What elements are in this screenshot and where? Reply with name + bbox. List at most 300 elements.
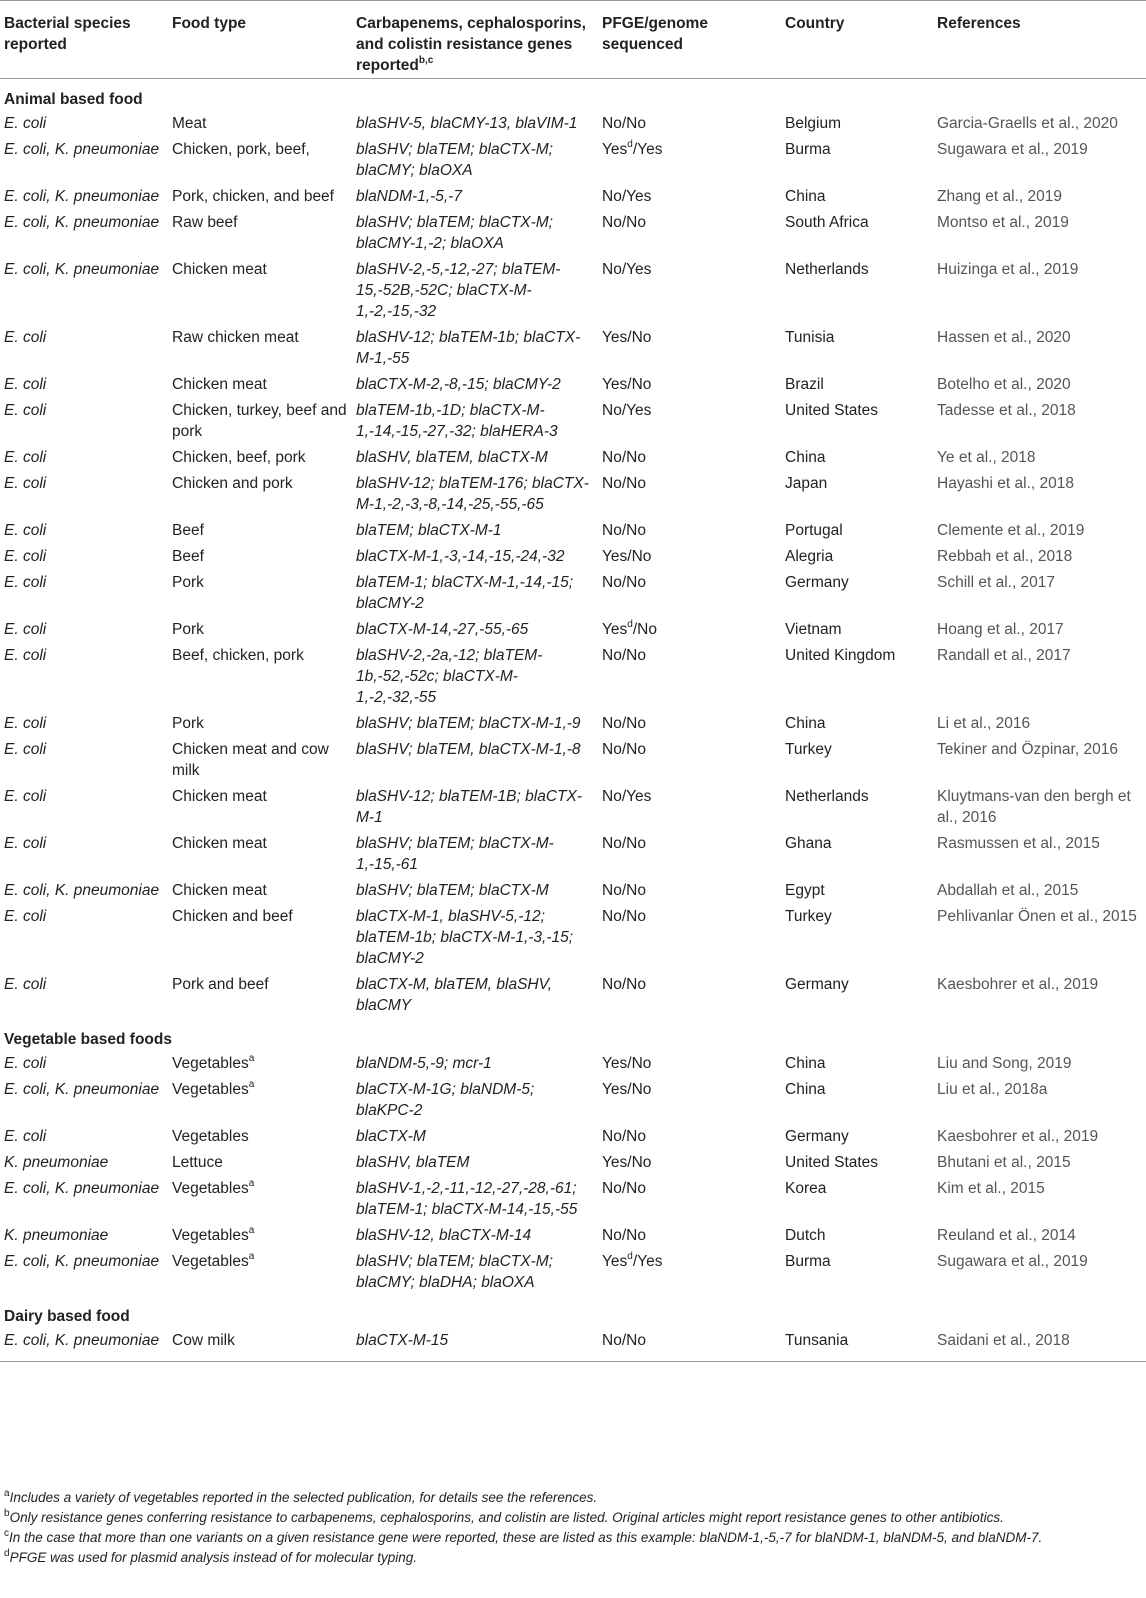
- cell-genes: blaSHV-12; blaTEM-1b; blaCTX-M-1,-55: [356, 329, 581, 367]
- cell-pfge: [598, 257, 781, 325]
- cell-pfge: [598, 831, 781, 878]
- header-country: [781, 1, 933, 79]
- pfge-text: No/No: [602, 1227, 646, 1244]
- table-body: [0, 79, 1146, 1362]
- cell-reference-link[interactable]: Sugawara et al., 2019: [937, 1253, 1088, 1270]
- cell-genes: blaSHV, blaTEM, blaCTX-M: [356, 449, 548, 466]
- cell-pfge: [598, 1150, 781, 1176]
- cell-country: Belgium: [785, 115, 841, 132]
- food-type-text: Beef, chicken, pork: [172, 647, 304, 664]
- cell-food-type: [168, 1223, 352, 1249]
- cell-food-type: [168, 544, 352, 570]
- cell-species: E. coli: [4, 522, 47, 539]
- cell-reference-link[interactable]: Zhang et al., 2019: [937, 188, 1062, 205]
- food-type-text: Vegetables: [172, 1253, 249, 1270]
- cell-food-type: [168, 398, 352, 445]
- cell-genes: blaNDM-5,-9; mcr-1: [356, 1055, 492, 1072]
- cell-genes: blaTEM; blaCTX-M-1: [356, 522, 502, 539]
- cell-country: Korea: [785, 1180, 827, 1197]
- cell-species: E. coli: [4, 376, 47, 393]
- cell-food-type: [168, 1051, 352, 1077]
- table-row: [0, 184, 1146, 210]
- pfge-text: No/No: [602, 574, 646, 591]
- cell-reference-link[interactable]: Ye et al., 2018: [937, 449, 1036, 466]
- cell-pfge: [598, 445, 781, 471]
- header-pfge: [598, 1, 781, 79]
- cell-species: E. coli, K. pneumoniae: [4, 1180, 160, 1197]
- cell-country: Brazil: [785, 376, 824, 393]
- footnote-marker: d: [627, 618, 633, 630]
- cell-reference-link[interactable]: Tekiner and Özpinar, 2016: [937, 741, 1118, 758]
- pfge-text: No/No: [602, 976, 646, 993]
- cell-species: E. coli, K. pneumoniae: [4, 214, 160, 231]
- cell-food-type: [168, 784, 352, 831]
- cell-species: E. coli, K. pneumoniae: [0, 1328, 168, 1362]
- cell-genes: blaSHV; blaTEM; blaCTX-M-1,-15,-61: [356, 835, 554, 873]
- cell-food-type: [168, 137, 352, 184]
- cell-species: E. coli: [4, 548, 47, 565]
- table-row: [0, 471, 1146, 518]
- cell-country: Portugal: [785, 522, 843, 539]
- table-row: [0, 570, 1146, 617]
- cell-country: Japan: [785, 475, 828, 492]
- food-type-text: Vegetables: [172, 1055, 249, 1072]
- footnote-text: Includes a variety of vegetables reported in the selected publication, for details see the references.: [9, 1490, 598, 1505]
- table-row: [0, 544, 1146, 570]
- cell-food-type: [168, 643, 352, 711]
- cell-reference-link[interactable]: Kluytmans-van den bergh et al., 2016: [937, 788, 1131, 826]
- cell-genes: blaSHV, blaTEM: [356, 1154, 470, 1171]
- table-row: [0, 711, 1146, 737]
- cell-country: Ghana: [785, 835, 832, 852]
- header-label: References: [937, 15, 1021, 32]
- cell-species: E. coli, K. pneumoniae: [4, 261, 160, 278]
- cell-country: China: [785, 1055, 826, 1072]
- footnote-marker: a: [4, 1487, 10, 1499]
- cell-species: K. pneumoniae: [4, 1227, 109, 1244]
- cell-country: Tunisia: [785, 329, 835, 346]
- header-food-type: [168, 1, 352, 79]
- cell-genes: blaCTX-M, blaTEM, blaSHV, blaCMY: [356, 976, 553, 1014]
- pfge-text: Yes/No: [602, 329, 652, 346]
- table-footnotes: [4, 1488, 1144, 1568]
- cell-food-type: [168, 711, 352, 737]
- table-row: [0, 1249, 1146, 1296]
- cell-reference-link[interactable]: Rasmussen et al., 2015: [937, 835, 1100, 852]
- pfge-text: No/No: [602, 1128, 646, 1145]
- cell-food-type: [168, 1176, 352, 1223]
- cell-food-type: [168, 445, 352, 471]
- cell-reference-link[interactable]: Hassen et al., 2020: [937, 329, 1071, 346]
- cell-pfge: [598, 544, 781, 570]
- cell-country: Dutch: [785, 1227, 826, 1244]
- cell-reference-link[interactable]: Botelho et al., 2020: [937, 376, 1071, 393]
- cell-pfge: [598, 471, 781, 518]
- cell-pfge: [598, 904, 781, 972]
- cell-pfge: [598, 1223, 781, 1249]
- footnote-marker: b: [4, 1507, 10, 1519]
- cell-species: E. coli: [4, 835, 47, 852]
- food-type-text: Pork: [172, 715, 204, 732]
- table-row: [0, 1077, 1146, 1124]
- pfge-text: No/No: [602, 475, 646, 492]
- cell-species: E. coli: [4, 621, 47, 638]
- cell-food-type: [168, 831, 352, 878]
- footnote-marker: a: [248, 1052, 255, 1064]
- table-row: [0, 398, 1146, 445]
- cell-country: Tunsania: [781, 1328, 933, 1362]
- cell-food-type: [168, 518, 352, 544]
- pfge-text: Yes: [602, 141, 628, 158]
- cell-species: E. coli: [4, 908, 47, 925]
- cell-country: China: [785, 715, 826, 732]
- pfge-text: No/No: [602, 1332, 646, 1349]
- footnote-marker: a: [248, 1250, 255, 1262]
- cell-genes: blaSHV-1,-2,-11,-12,-27,-28,-61; blaTEM-1; blaCTX-M-14,-15,-55: [356, 1180, 578, 1218]
- cell-reference-link[interactable]: Randall et al., 2017: [937, 647, 1071, 664]
- table-row: [0, 1051, 1146, 1077]
- cell-genes: blaSHV-5, blaCMY-13, blaVIM-1: [356, 115, 578, 132]
- pfge-text: No/No: [602, 1180, 646, 1197]
- cell-genes: blaSHV; blaTEM, blaCTX-M-1,-8: [356, 741, 581, 758]
- cell-pfge: [598, 878, 781, 904]
- cell-pfge: [598, 1176, 781, 1223]
- cell-genes: blaTEM-1; blaCTX-M-1,-14,-15; blaCMY-2: [356, 574, 574, 612]
- cell-food-type: [168, 111, 352, 137]
- cell-genes: blaSHV; blaTEM; blaCTX-M; blaCMY; blaOXA: [356, 141, 553, 179]
- cell-genes: blaSHV; blaTEM; blaCTX-M; blaCMY-1,-2; blaOXA: [356, 214, 553, 252]
- cell-food-type: [168, 737, 352, 784]
- table-row: [0, 1176, 1146, 1223]
- cell-reference-link[interactable]: Kaesbohrer et al., 2019: [937, 976, 1099, 993]
- pfge-text: Yes/No: [602, 376, 652, 393]
- cell-food-type: [168, 184, 352, 210]
- footnote: [4, 1548, 1144, 1568]
- pfge-text: No/No: [602, 715, 646, 732]
- cell-pfge: [598, 210, 781, 257]
- section-header-row: [0, 1296, 1146, 1328]
- cell-pfge: [598, 111, 781, 137]
- food-type-text: Meat: [172, 115, 207, 132]
- section-header-row: [0, 79, 1146, 112]
- food-type-text: Raw chicken meat: [172, 329, 299, 346]
- table-row: [0, 1124, 1146, 1150]
- cell-species: E. coli: [4, 647, 47, 664]
- pfge-text: Yes: [602, 621, 628, 638]
- cell-food-type: [168, 210, 352, 257]
- food-type-text: Vegetables: [172, 1128, 249, 1145]
- cell-pfge: [598, 1249, 781, 1296]
- cell-species: E. coli, K. pneumoniae: [4, 188, 160, 205]
- table-row: [0, 904, 1146, 972]
- cell-species: E. coli: [4, 1128, 47, 1145]
- footnote-marker: d: [627, 1250, 633, 1262]
- food-type-text: Chicken meat: [172, 882, 267, 899]
- food-type-text: Chicken meat: [172, 376, 267, 393]
- cell-genes: blaCTX-M-1,-3,-14,-15,-24,-32: [356, 548, 565, 565]
- table-row: [0, 784, 1146, 831]
- cell-country: Burma: [785, 141, 831, 158]
- cell-food-type: [168, 1249, 352, 1296]
- cell-species: E. coli: [4, 741, 47, 758]
- food-type-text: Chicken meat: [172, 788, 267, 805]
- pfge-text: Yes/No: [602, 548, 652, 565]
- header-species: [0, 1, 168, 79]
- footnote-text: PFGE was used for plasmid analysis instead of for molecular typing.: [9, 1550, 417, 1565]
- footnote-marker: a: [248, 1078, 255, 1090]
- cell-pfge: [598, 518, 781, 544]
- cell-species: K. pneumoniae: [4, 1154, 109, 1171]
- cell-country: China: [785, 1081, 826, 1098]
- table-row: [0, 111, 1146, 137]
- cell-food-type: [168, 878, 352, 904]
- cell-pfge: [598, 617, 781, 643]
- cell-reference-link[interactable]: Liu et al., 2018a: [937, 1081, 1048, 1098]
- header-label: Country: [785, 15, 845, 32]
- header-label: Food type: [172, 15, 247, 32]
- cell-pfge: [598, 972, 781, 1019]
- cell-country: Netherlands: [785, 261, 869, 278]
- pfge-text: No/No: [602, 522, 646, 539]
- cell-country: Egypt: [785, 882, 825, 899]
- food-type-text: Vegetables: [172, 1180, 249, 1197]
- cell-genes: blaCTX-M-14,-27,-55,-65: [356, 621, 529, 638]
- cell-country: Alegria: [785, 548, 834, 565]
- pfge-text-rest: /Yes: [632, 1253, 663, 1270]
- food-type-text: Chicken and beef: [172, 908, 293, 925]
- cell-reference-link[interactable]: Saidani et al., 2018: [933, 1328, 1146, 1362]
- cell-food-type: [168, 372, 352, 398]
- food-type-text: Chicken, beef, pork: [172, 449, 306, 466]
- cell-reference-link[interactable]: Huizinga et al., 2019: [937, 261, 1079, 278]
- cell-genes: blaNDM-1,-5,-7: [356, 188, 462, 205]
- food-type-text: Pork, chicken, and beef: [172, 188, 334, 205]
- cell-genes: blaCTX-M-2,-8,-15; blaCMY-2: [356, 376, 561, 393]
- cell-species: E. coli: [4, 1055, 47, 1072]
- cell-food-type: [168, 617, 352, 643]
- cell-genes: blaTEM-1b,-1D; blaCTX-M-1,-14,-15,-27,-32; blaHERA-3: [356, 402, 558, 440]
- footnote-marker: c: [4, 1527, 9, 1539]
- header-label: PFGE/genome sequenced: [602, 15, 708, 53]
- table-row: [0, 1223, 1146, 1249]
- cell-pfge: [598, 184, 781, 210]
- cell-species: E. coli, K. pneumoniae: [4, 141, 160, 158]
- cell-pfge: [598, 711, 781, 737]
- cell-reference-link[interactable]: Kim et al., 2015: [937, 1180, 1045, 1197]
- table-row: [0, 257, 1146, 325]
- food-type-text: Chicken, turkey, beef and pork: [172, 402, 347, 440]
- footnote-marker: a: [248, 1177, 255, 1189]
- food-type-text: Chicken meat: [172, 261, 267, 278]
- table-row: [0, 1328, 1146, 1362]
- table-row: [0, 878, 1146, 904]
- pfge-text: No/No: [602, 741, 646, 758]
- cell-genes: blaCTX-M-1G; blaNDM-5; blaKPC-2: [356, 1081, 535, 1119]
- table-row: [0, 737, 1146, 784]
- cell-genes: blaSHV; blaTEM; blaCTX-M; blaCMY; blaDHA; blaOXA: [356, 1253, 553, 1291]
- food-type-text: Cow milk: [172, 1332, 235, 1349]
- cell-pfge: [598, 325, 781, 372]
- footnote-marker: d: [627, 138, 633, 150]
- table-row: [0, 1150, 1146, 1176]
- pfge-text: No/No: [602, 908, 646, 925]
- food-type-text: Chicken meat and cow milk: [172, 741, 329, 779]
- cell-genes: blaSHV; blaTEM; blaCTX-M: [356, 882, 549, 899]
- cell-species: E. coli: [4, 449, 47, 466]
- food-type-text: Lettuce: [172, 1154, 223, 1171]
- cell-pfge: [598, 643, 781, 711]
- cell-pfge: [598, 1077, 781, 1124]
- food-type-text: Chicken and pork: [172, 475, 293, 492]
- cell-country: Turkey: [785, 741, 832, 758]
- header-label: Carbapenems, cephalosporins, and colistin resistance genes reported: [356, 15, 586, 74]
- pfge-text-rest: /No: [632, 621, 657, 638]
- cell-species: E. coli: [4, 574, 47, 591]
- footnote-text: In the case that more than one variants on a given resistance gene were reported, these are listed as this example: blaNDM-1,-5,-7 for blaNDM-1, blaNDM-5, and blaNDM-7.: [9, 1530, 1043, 1545]
- cell-genes: blaSHV-12; blaTEM-1B; blaCTX-M-1: [356, 788, 582, 826]
- cell-food-type: [168, 972, 352, 1019]
- cell-genes: blaSHV-12; blaTEM-176; blaCTX-M-1,-2,-3,-8,-14,-25,-55,-65: [356, 475, 589, 513]
- cell-food-type: [168, 1328, 352, 1362]
- cell-reference-link[interactable]: Pehlivanlar Önen et al., 2015: [937, 908, 1137, 925]
- footnote: [4, 1508, 1144, 1528]
- food-type-text: Pork: [172, 574, 204, 591]
- table-row: [0, 617, 1146, 643]
- footnote-marker: d: [4, 1547, 10, 1559]
- cell-pfge: [598, 570, 781, 617]
- cell-reference-link[interactable]: Tadesse et al., 2018: [937, 402, 1076, 419]
- cell-pfge: [598, 1328, 781, 1362]
- pfge-text: No/No: [602, 882, 646, 899]
- cell-genes: blaSHV-12, blaCTX-M-14: [356, 1227, 532, 1244]
- food-type-text: Beef: [172, 548, 204, 565]
- section-title: Dairy based food: [4, 1308, 130, 1325]
- cell-reference-link[interactable]: Hayashi et al., 2018: [937, 475, 1075, 492]
- cell-pfge: [598, 137, 781, 184]
- cell-reference-link[interactable]: Rebbah et al., 2018: [937, 548, 1073, 565]
- cell-country: Burma: [785, 1253, 831, 1270]
- cell-genes: blaSHV-2,-5,-12,-27; blaTEM-15,-52B,-52C; blaCTX-M-1,-2,-15,-32: [356, 261, 561, 320]
- section-title: Vegetable based foods: [4, 1031, 172, 1048]
- cell-food-type: [168, 1150, 352, 1176]
- food-type-text: Vegetables: [172, 1081, 249, 1098]
- cell-country: China: [785, 188, 826, 205]
- cell-species: E. coli: [4, 976, 47, 993]
- pfge-text: No/Yes: [602, 402, 652, 419]
- cell-reference-link[interactable]: Hoang et al., 2017: [937, 621, 1064, 638]
- cell-food-type: [168, 1124, 352, 1150]
- cell-reference-link[interactable]: Garcia-Graells et al., 2020: [937, 115, 1118, 132]
- cell-pfge: [598, 737, 781, 784]
- cell-reference-link[interactable]: Montso et al., 2019: [937, 214, 1069, 231]
- pfge-text: No/Yes: [602, 788, 652, 805]
- cell-genes: blaCTX-M: [356, 1128, 426, 1145]
- table-row: [0, 210, 1146, 257]
- cell-food-type: [168, 325, 352, 372]
- cell-pfge: [598, 1051, 781, 1077]
- cell-reference-link[interactable]: Clemente et al., 2019: [937, 522, 1085, 539]
- cell-species: E. coli: [4, 788, 47, 805]
- cell-country: China: [785, 449, 826, 466]
- section-header-row: [0, 1019, 1146, 1051]
- cell-reference-link[interactable]: Schill et al., 2017: [937, 574, 1056, 591]
- pfge-text: Yes/No: [602, 1081, 652, 1098]
- table-row: [0, 372, 1146, 398]
- footnote-marker: b,c: [418, 54, 434, 66]
- cell-reference-link[interactable]: Li et al., 2016: [937, 715, 1031, 732]
- footnote: [4, 1528, 1144, 1548]
- pfge-text: Yes: [602, 1253, 628, 1270]
- pfge-text: No/No: [602, 449, 646, 466]
- table-row: [0, 137, 1146, 184]
- cell-country: Germany: [785, 574, 849, 591]
- table-row: [0, 831, 1146, 878]
- pfge-text-rest: /Yes: [632, 141, 663, 158]
- food-type-text: Raw beef: [172, 214, 238, 231]
- cell-food-type: [168, 257, 352, 325]
- food-type-text: Beef: [172, 522, 204, 539]
- footnote: [4, 1488, 1144, 1508]
- pfge-text: No/No: [602, 115, 646, 132]
- cell-species: E. coli: [4, 475, 47, 492]
- cell-food-type: [168, 904, 352, 972]
- table-row: [0, 972, 1146, 1019]
- header-genes: [352, 1, 598, 79]
- cell-country: United Kingdom: [785, 647, 896, 664]
- cell-reference-link[interactable]: Reuland et al., 2014: [937, 1227, 1076, 1244]
- cell-species: E. coli, K. pneumoniae: [4, 882, 160, 899]
- food-type-text: Pork and beef: [172, 976, 269, 993]
- cell-pfge: [598, 1124, 781, 1150]
- pfge-text: No/No: [602, 647, 646, 664]
- cell-species: E. coli, K. pneumoniae: [4, 1253, 160, 1270]
- table-row: [0, 325, 1146, 372]
- cell-reference-link[interactable]: Kaesbohrer et al., 2019: [937, 1128, 1099, 1145]
- cell-country: South Africa: [785, 214, 869, 231]
- cell-genes: blaSHV; blaTEM; blaCTX-M-1,-9: [356, 715, 581, 732]
- table-row: [0, 518, 1146, 544]
- food-type-text: Pork: [172, 621, 204, 638]
- footnote-marker: a: [248, 1224, 255, 1236]
- cell-country: Turkey: [785, 908, 832, 925]
- cell-genes: blaSHV-2,-2a,-12; blaTEM-1b,-52,-52c; blaCTX-M-1,-2,-32,-55: [356, 647, 543, 706]
- cell-species: E. coli: [4, 715, 47, 732]
- cell-reference-link[interactable]: Abdallah et al., 2015: [937, 882, 1079, 899]
- pfge-text: No/Yes: [602, 261, 652, 278]
- cell-genes: blaCTX-M-1, blaSHV-5,-12; blaTEM-1b; blaCTX-M-1,-3,-15; blaCMY-2: [356, 908, 574, 967]
- table-row: [0, 445, 1146, 471]
- cell-pfge: [598, 372, 781, 398]
- header-label: Bacterial species reported: [4, 15, 131, 53]
- pfge-text: No/No: [602, 214, 646, 231]
- cell-country: Vietnam: [785, 621, 842, 638]
- cell-country: Germany: [785, 976, 849, 993]
- cell-species: E. coli, K. pneumoniae: [4, 1081, 160, 1098]
- pfge-text: No/Yes: [602, 188, 652, 205]
- pfge-text: No/No: [602, 835, 646, 852]
- cell-genes: blaCTX-M-15: [352, 1328, 598, 1362]
- cell-reference-link[interactable]: Bhutani et al., 2015: [937, 1154, 1071, 1171]
- section-title: Animal based food: [4, 91, 143, 108]
- cell-country: Germany: [785, 1128, 849, 1145]
- cell-species: E. coli: [4, 402, 47, 419]
- food-type-text: Chicken, pork, beef,: [172, 141, 310, 158]
- food-type-text: Vegetables: [172, 1227, 249, 1244]
- cell-reference-link[interactable]: Sugawara et al., 2019: [937, 141, 1088, 158]
- cell-reference-link[interactable]: Liu and Song, 2019: [937, 1055, 1072, 1072]
- cell-food-type: [168, 570, 352, 617]
- pfge-text: Yes/No: [602, 1154, 652, 1171]
